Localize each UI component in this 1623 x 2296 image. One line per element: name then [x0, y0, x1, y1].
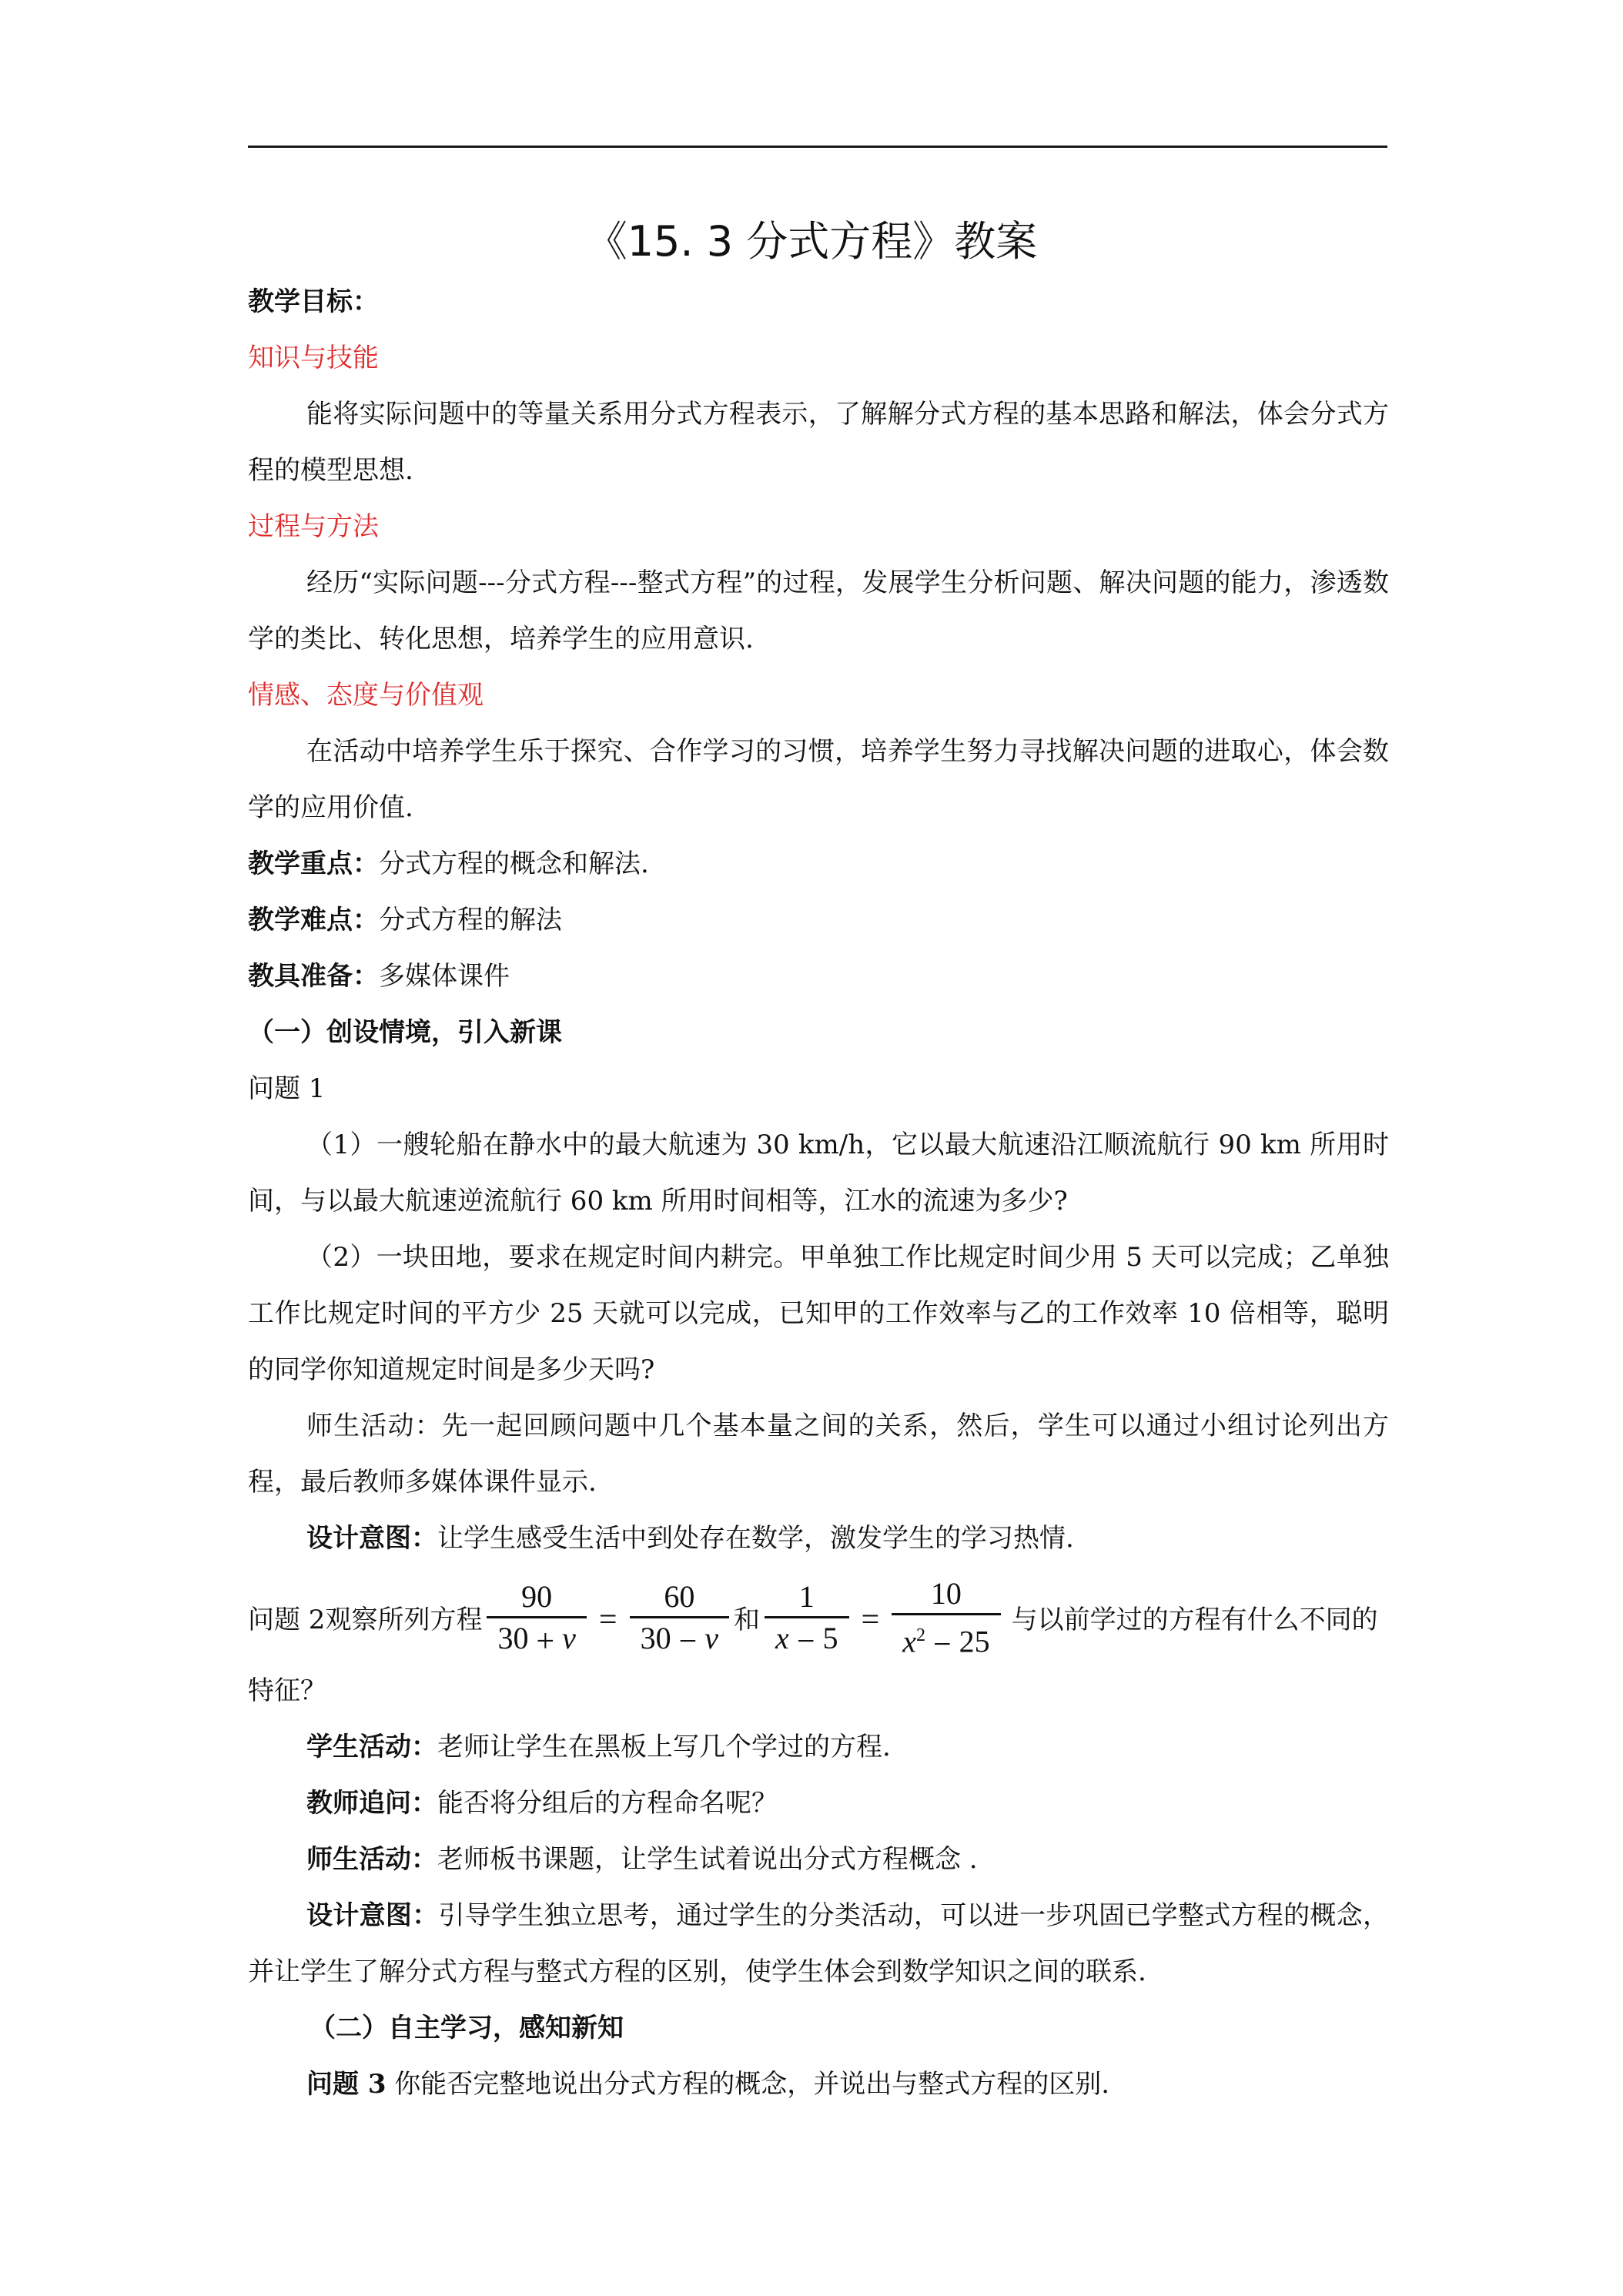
- equals-sign: =: [861, 1602, 880, 1638]
- problem2-lead: 观察所列方程: [325, 1604, 483, 1635]
- difficult-point-label: 教学难点：: [248, 905, 379, 935]
- problem3-text: 你能否完整地说出分式方程的概念，并说出与整式方程的区别.: [386, 2069, 1110, 2100]
- problem3: [248, 2057, 1389, 2113]
- tools: [248, 949, 1389, 1005]
- problem1-part2: （2）一块田地，要求在规定时间内耕完。甲单独工作比规定时间少用 5 天可以完成；乙单独工作比规定时间的平方少 25 天就可以完成，已知甲的工作效率与乙的工作效率 10 倍相等，聪明的同学你知道规定时间是多少天吗?: [248, 1242, 1389, 1385]
- teacher-followup: [248, 1776, 1389, 1832]
- section1-heading: （一）创设情境，引入新课: [248, 1017, 562, 1048]
- fraction-90-over-30-plus-v: $\frac{90}{30 + v}$: [487, 1578, 586, 1662]
- objectives-label: 教学目标：: [248, 286, 379, 317]
- ts-activity-text: 老师板书课题，让学生试着说出分式方程概念 .: [437, 1844, 978, 1875]
- difficult-point: [248, 892, 1389, 949]
- key-point-text: 分式方程的概念和解法.: [379, 848, 649, 879]
- problem1-design-label: 设计意图：: [306, 1523, 437, 1554]
- student-activity-text: 老师让学生在黑板上写几个学过的方程.: [437, 1732, 891, 1762]
- problem2-line: [248, 1575, 1389, 1665]
- problem1-label: 问题 1: [248, 1073, 326, 1104]
- process-heading: 过程与方法: [248, 511, 379, 542]
- problem2-design-label: 设计意图：: [306, 1900, 439, 1931]
- header-rule: [248, 146, 1387, 148]
- section2-heading: （二）自主学习，感知新知: [310, 2013, 624, 2043]
- problem3-label: 问题 3: [306, 2069, 387, 2100]
- knowledge-text: 能将实际问题中的等量关系用分式方程表示，了解解分式方程的基本思路和解法，体会分式方程的模型思想.: [248, 399, 1389, 486]
- problem1-design: [248, 1511, 1389, 1567]
- teacher-followup-label: 教师追问：: [306, 1788, 437, 1819]
- emotion-heading: 情感、态度与价值观: [248, 680, 484, 711]
- ts-activity: [248, 1832, 1389, 1888]
- problem1-part1: （1）一艘轮船在静水中的最大航速为 30 km/h，它以最大航速沿江顺流航行 90 km 所用时间，与以最大航速逆流航行 60 km 所用时间相等，江水的流速为多少?: [248, 1130, 1389, 1217]
- fraction-1-over-x-minus-5: $\frac{1}{x - 5}$: [765, 1578, 848, 1662]
- problem2-tail2: 特征？: [248, 1675, 326, 1706]
- key-point-label: 教学重点：: [248, 848, 379, 879]
- teacher-followup-text: 能否将分组后的方程命名呢？: [437, 1788, 778, 1819]
- document-title: 《15. 3 分式方程》教案: [585, 217, 1038, 266]
- ts-activity-label: 师生活动：: [306, 1844, 437, 1875]
- knowledge-heading: 知识与技能: [248, 343, 379, 373]
- student-activity-label: 学生活动：: [306, 1732, 437, 1762]
- fraction-10-over-x-squared-minus-25: $\frac{10}{x^2 - 25}$: [892, 1575, 1000, 1665]
- emotion-text: 在活动中培养学生乐于探究、合作学习的习惯，培养学生努力寻找解决问题的进取心，体会数学的应用价值.: [248, 736, 1389, 823]
- fraction-60-over-30-minus-v: $\frac{60}{30 - v}$: [630, 1578, 729, 1662]
- key-point: [248, 836, 1389, 892]
- tools-label: 教具准备：: [248, 961, 379, 992]
- problem2-design-text: 引导学生独立思考，通过学生的分类活动，可以进一步巩固已学整式方程的概念，并让学生了解分式方程与整式方程的区别，使学生体会到数学知识之间的联系.: [248, 1900, 1389, 1987]
- problem2-label: 问题 2: [248, 1604, 326, 1635]
- equals-sign: =: [598, 1602, 617, 1638]
- problem2-and: 和: [734, 1604, 761, 1635]
- problem1-design-text: 让学生感受生活中到处存在数学，激发学生的学习热情.: [437, 1523, 1074, 1554]
- process-text: 经历“实际问题---分式方程---整式方程”的过程，发展学生分析问题、解决问题的能力，渗透数学的类比、转化思想，培养学生的应用意识.: [248, 567, 1389, 654]
- difficult-point-text: 分式方程的解法: [379, 905, 562, 935]
- problem1-activity: 师生活动：先一起回顾问题中几个基本量之间的关系，然后，学生可以通过小组讨论列出方程，最后教师多媒体课件显示.: [248, 1411, 1389, 1498]
- student-activity: [248, 1719, 1389, 1776]
- tools-text: 多媒体课件: [379, 961, 510, 992]
- problem2-design: [248, 1888, 1389, 2000]
- problem2-tail: 与以前学过的方程有什么不同的: [1011, 1604, 1378, 1635]
